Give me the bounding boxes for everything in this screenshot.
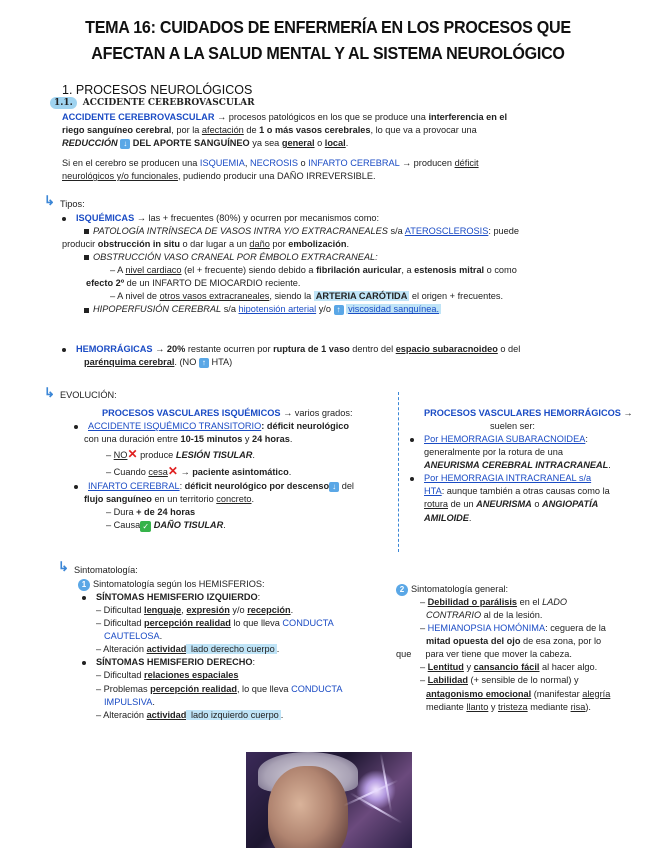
evolution-arrow-icon: ↳ bbox=[44, 385, 55, 400]
up-arrow-icon: ↑ bbox=[199, 358, 209, 368]
down-arrow-icon: ↓ bbox=[120, 139, 130, 149]
column-divider bbox=[398, 392, 399, 552]
bullet-icon bbox=[62, 217, 66, 221]
tipos-label: Tipos: bbox=[60, 199, 85, 209]
ischemic-block: ISQUÉMICAS → las + frecuentes (80%) y ocurren por mecanismos como: PATOLOGÍA INTRÍNSECA DE VASOS INTRA Y/O EXTRACRANEALES s/a ATEROSCLEROSIS: puede producir obstrucción in situ o dar lugar a un daño por embolización. OBSTRUCCIÓN VASO CRANEAL POR ÉMBOLO EXTRACRANEAL: – A nivel cardiaco (el + frecuente) siendo debido a fibrilación auricular, a estenosis mitral o como efecto 2º de un INFARTO DE MIOCARDIO reciente. – A nivel de otros vasos extracraneales, siendo la ARTERIA CARÓTIDA el origen + frecuentes. HIPOPERFUSIÓN CEREBRAL s/a hipotensión arterial y/o ↑ viscosidad sanguínea. bbox=[62, 213, 519, 315]
bullet-icon bbox=[410, 477, 414, 481]
symptoms-label: Sintomatología: bbox=[74, 565, 138, 575]
down-arrow-icon: ↓ bbox=[329, 482, 339, 492]
cross-icon: ✕ bbox=[127, 447, 138, 462]
face-shape bbox=[268, 766, 348, 848]
bullet-icon bbox=[82, 661, 86, 665]
subsection-label: ACCIDENTE CEREBROVASCULAR bbox=[82, 98, 255, 108]
bullet-icon bbox=[410, 438, 414, 442]
check-icon: ✓ bbox=[140, 521, 151, 532]
subsection-heading bbox=[50, 97, 255, 110]
square-bullet-icon bbox=[84, 308, 89, 313]
section-heading: 1. PROCESOS NEUROLÓGICOS bbox=[62, 83, 253, 97]
subsection-number: 1.1. bbox=[50, 97, 77, 109]
number-badge: 2 bbox=[396, 584, 408, 596]
page-title: TEMA 16: CUIDADOS DE ENFERMERÍA EN LOS PROCESOS QUE AFECTAN A LA SALUD MENTAL Y AL SISTEMA NEUROLÓGICO bbox=[85, 17, 571, 63]
definition-paragraph: ACCIDENTE CEREBROVASCULAR → procesos patológicos en los que se produce una interferencia en el riego sanguíneo cerebral, por la afectación de 1 o más vasos cerebrales, lo que va a provocar una REDUCCIÓN ↓ DEL APORTE SANGUÍNEO ya sea general o local. bbox=[62, 112, 508, 149]
bullet-icon bbox=[74, 425, 78, 429]
general-symptoms: 2 Sintomatología general: – Debilidad o parálisis en el LADO CONTRARIO al de la lesión. – HEMIANOPSIA HOMÓNIMA: ceguera de la mitad opuesta del ojo de esa zona, por lo que para ver tiene que mover la cabeza. – Lentitud y cansancio fácil al hacer algo. – Labilidad (+ sensible de lo normal) y antagonismo emocional (manifestar alegría mediante llanto y tristeza mediante risa). bbox=[396, 584, 611, 712]
bullet-icon bbox=[82, 596, 86, 600]
tipos-arrow-icon: ↳ bbox=[44, 193, 55, 208]
bullet-icon bbox=[74, 485, 78, 489]
square-bullet-icon bbox=[84, 229, 89, 234]
evolution-label: EVOLUCIÓN: bbox=[60, 390, 117, 400]
elderly-person-illustration bbox=[246, 752, 412, 848]
consequence-paragraph: Si en el cerebro se producen una ISQUEMIA, NECROSIS o INFARTO CEREBRAL → producen déficit neurológicos y/o funcionales, pudiendo producir una DAÑO IRREVERSIBLE. bbox=[62, 158, 479, 182]
number-badge: 1 bbox=[78, 579, 90, 591]
hemisphere-symptoms: 1 Sintomatología según los HEMISFERIOS: SÍNTOMAS HEMISFERIO IZQUIERDO: – Dificultad lenguaje, expresión y/o recepción. – Dificultad percepción realidad lo que lleva CONDUCTA CAUTELOSA. – Alteración actividad lado derecho cuerpo . SÍNTOMAS HEMISFERIO DERECHO: – Dificultad relaciones espaciales – Problemas percepción realidad, lo que lleva CONDUCTA IMPULSIVA. – Alteración actividad lado izquierdo cuerpo . bbox=[78, 578, 388, 722]
hemorrhagic-evolution: PROCESOS VASCULARES HEMORRÁGICOS → suelen ser: Por HEMORRAGIA SUBARACNOIDEA: generalmente por la rotura de una ANEURISMA CEREBRAL INTRACRANEAL. Por HEMORRAGIA INTRACRANEAL s/a HTA: aunque también a otras causas como la rotura de un ANEURISMA o ANGIOPATÍA AMILOIDE. bbox=[410, 407, 642, 525]
cross-icon: ✕ bbox=[167, 464, 178, 479]
symptoms-arrow-icon: ↳ bbox=[58, 559, 69, 574]
hemorrhagic-block: HEMORRÁGICAS → 20% restante ocurren por ruptura de 1 vaso dentro del espacio subaracnoideo o del parénquima cerebral. (NO ↑ HTA) bbox=[62, 343, 602, 369]
bullet-icon bbox=[62, 348, 66, 352]
up-arrow-icon: ↑ bbox=[334, 305, 344, 315]
ischemic-evolution: PROCESOS VASCULARES ISQUÉMICOS → varios grados: ACCIDENTE ISQUÉMICO TRANSITORIO: déficit neurológico con una duración entre 10-15 minutos y 24 horas. – NO✕ produce LESIÓN TISULAR. – Cuando cesa✕ → paciente asintomático. INFARTO CEREBRAL: déficit neurológico por descenso ↓ del flujo sanguíneo en un territorio concreto. – Dura + de 24 horas – Causa ✓ DAÑO TISULAR. bbox=[62, 407, 392, 533]
square-bullet-icon bbox=[84, 255, 89, 260]
